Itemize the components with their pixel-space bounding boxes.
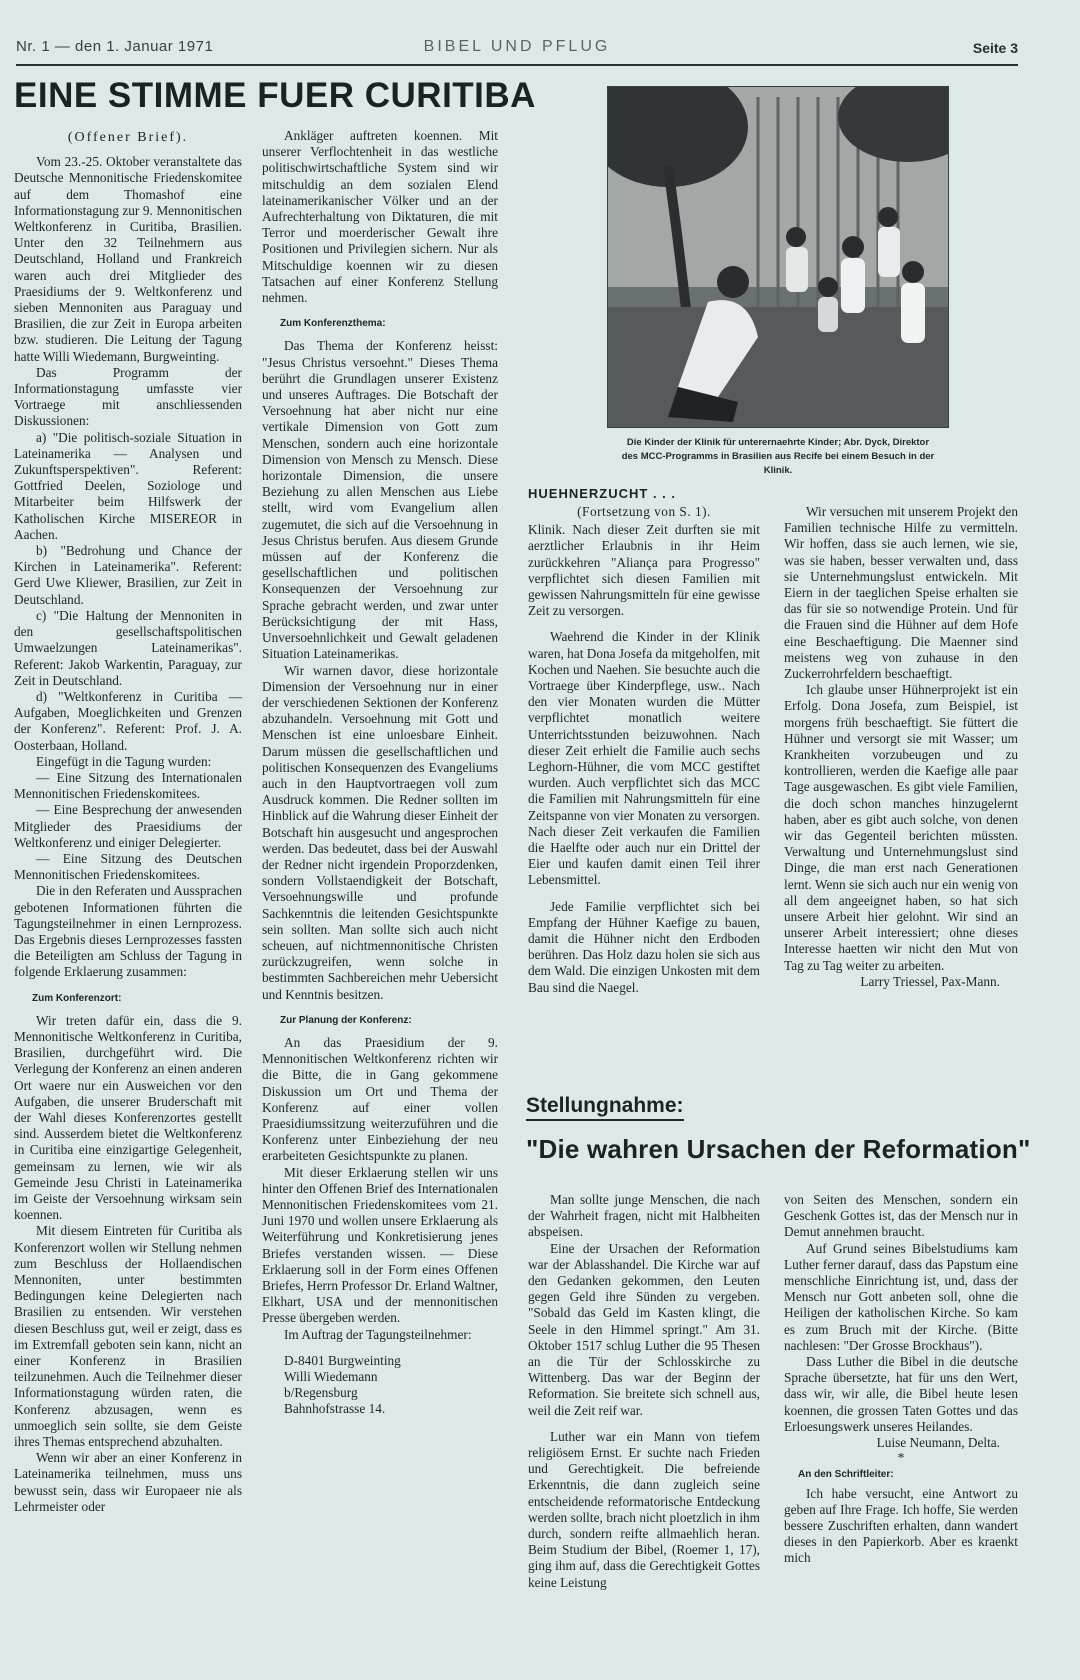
paragraph: von Seiten des Menschen, sondern ein Geschenk Gottes ist, das der Mensch nur in Demut annehmen braucht. xyxy=(784,1192,1018,1240)
paragraph: Wir versuchen mit unserem Projekt den Familien technische Hilfe zu vermitteln. Wir hoffen, dass sie auch lernen, wie sie, was sie haben, besser verwalten und, dass sie Unternehmungslust entwickeln. Mit Eiern in der taeglichen Speise erhalten sie das für sie so notwendige Protein. Und für die Frauen sind die Hühner auf dem Hofe eine Beschaeftigung. Die Maenner sind meistens weg von zuhause in den Zuckerrohrfeldern beschaeftigt. xyxy=(784,504,1018,682)
article-subtitle: (Offener Brief). xyxy=(67,130,189,145)
paragraph: Jede Familie verpflichtet sich bei Empfang der Hühner Kaefige zu bauen, damit die Hühner nicht den Erdboden berühren. Das Holz dazu holen sie sich aus dem Wald. Die einzigen Unkosten mit dem Bau sind die Naegel. xyxy=(528,898,760,995)
section-heading: Zum Konferenzthema: xyxy=(280,318,386,330)
paragraph: a) "Die politisch-soziale Situation in Lateinamerika — Analysen und Zukunftsperspektiven". Referent: Gottfried Deelen, Soziologe und Mitarbeiter beim Hilfswerk der Katholischen Kirche MISEREOR in Aachen. xyxy=(14,429,242,542)
paragraph: — Eine Besprechung der anwesenden Mitglieder des Praesidiums der Weltkonferenz und einiger Delegierter. xyxy=(14,802,242,850)
paragraph: Ich habe versucht, eine Antwort zu geben auf Ihre Frage. Ich hoffe, Sie werden bessere Zuschriften erhalten, dann wandert dieses in den Papierkorb. Aber es kraenkt mich xyxy=(784,1485,1018,1566)
continuation-note: (Fortsetzung von S. 1). xyxy=(577,504,711,519)
paragraph: — Eine Sitzung des Deutschen Mennonitischen Friedenskomitees. xyxy=(14,850,242,883)
reformation-column-1 xyxy=(528,1192,760,1591)
address-line: Willi Wiedemann xyxy=(284,1369,378,1385)
author-signature: Larry Triessel, Pax-Mann. xyxy=(860,973,1000,989)
paragraph: Wenn wir aber an einer Konferenz in Lateinamerika teilnehmen, muss uns bewusst sein, dass wir Europaeer nie als Lehrmeister oder xyxy=(14,1450,242,1514)
address-line: Bahnhofstrasse 14. xyxy=(284,1401,386,1417)
paragraph: Im Auftrag der Tagungsteilnehmer: xyxy=(284,1326,472,1342)
paragraph: Waehrend die Kinder in der Klinik waren, hat Dona Josefa da mitgeholfen, mit Kochen und Naehen. Sie besuchte auch die Vortraege über Kinderpflege, usw.. Nach den vier Monaten wurden die Mütter verpflichtet monatlich weitere Unterrichtsstunden beizuwohnen. Nach dieser Zeit erhielt die Familie auch sechs Leghorn-Hühner, die vom MCC gestiftet wurden. Auch verpflichtet sich das MCC die Familien mit Nahrungsmitteln für eine Zeitspanne von vier Monaten zu versorgen. Nach dieser Zeit verkaufen die Familien die Haelfte oder auch nur ein Drittel der Eier und kaufen damit einen Teil ihrer Lebensmittel. xyxy=(528,629,760,888)
article-column-1 xyxy=(14,128,242,1515)
paragraph: Ankläger auftreten koennen. Mit unserer Verflochtenheit in das westliche politischwirtschaftliche System sind wir mitschuldig an dem sozialen Elend lateinamerikanischer Völker und an der Aufrechterhaltung von Diktaturen, die mit Terror und moerderischer Gewalt ihre Positionen und Privilegien sichern. Nur als Mitschuldige koennen wir zu diesen Tatsachen auf einer Konferenz Stellung nehmen. xyxy=(262,128,498,306)
paragraph: Luther war ein Mann von tiefem religiösem Ernst. Er suchte nach Frieden und Gerechtigkeit. Die befreiende Erkenntnis, die dann zugleich seine entscheidende reformatorische Entdeckung werden sollte, brach nicht ploetzlich in ihm durch, sondern reifte allmaehlich heran. Beim Studium der Bibel, (Roemer 1, 17), ging ihm auf, dass die Gerechtigkeit Gottes keine Leistung xyxy=(528,1428,760,1590)
address-line: D-8401 Burgweinting xyxy=(284,1352,401,1368)
article-column-2 xyxy=(262,128,498,1418)
paragraph: b) "Bedrohung und Chance der Kirchen in Lateinamerika". Referent: Gerd Uwe Kliewer, Brasilien, zur Zeit in Deutschland. xyxy=(14,543,242,607)
stellungnahme-label: Stellungnahme: xyxy=(526,1094,684,1121)
huehnerzucht-column-2 xyxy=(784,504,1018,990)
paragraph: Wir treten dafür ein, dass die 9. Mennonitische Weltkonferenz in Curitiba, Brasilien, durchgeführt wird. Die Verlegung der Konferenz an einen anderen Ort waere nur ein Ausweichen vor den Aufgaben, die unserer Bruderschaft mit der Wahl dieses Konferenzortes gestellt sind. Ausserdem bietet die Weltkonferenz in Curitiba eine einzigartige Gelegenheit, gemeinsam zu lernen, wie wir als Gemeinde Jesu Christi in Lateinamerika im Geiste der Versoehnung wirksam sein koennen. xyxy=(14,1012,242,1223)
paragraph: Mit diesem Eintreten für Curitiba als Konferenzort wollen wir Stellung nehmen zum Beschluss der Hollaendischen Mennoniten, unter bestimmten Bedingungen keine Delegierten nach Brasilien zu entsenden. Wir verstehen diesen Beschluss gut, weil er zeigt, dass es im Extremfall geboten sein kann, nicht an einer Konferenz in Brasilien teilzunehmen. Auch die Teilnehmer dieser Informationstagung würden raten, die Konferenz abzusagen, wenn es unmoeglich sein sollte, sie dem Geiste ihres Themas entsprechend abzuhalten. xyxy=(14,1223,242,1450)
separator-star: * xyxy=(897,1451,905,1467)
paragraph: — Eine Sitzung des Internationalen Mennonitischen Friedenskomitees. xyxy=(14,769,242,802)
issue-date: Nr. 1 — den 1. Januar 1971 xyxy=(16,38,214,55)
page-header xyxy=(16,36,1018,66)
paragraph: d) "Weltkonferenz in Curitiba — Aufgaben, Moeglichkeiten und Grenzen der Konferenz". Referent: Prof. J. A. Oosterbaan, Holland. xyxy=(14,688,242,753)
paragraph: Vom 23.-25. Oktober veranstaltete das Deutsche Mennonitische Friedenskomitee auf dem Thomashof eine Informationstagung zur 9. Mennonitischen Weltkonferenz in Curitiba, Brasilien. Unter den 32 Teilnehmern aus Deutschland, Holland und Frankreich waren auch drei Mitglieder des Praesidiums der 9. Weltkonferenz und sieben Mennoniten aus Paraguay und Brasilien, die zur Zeit in Europa arbeiten bzw. studieren. Die Leitung der Tagung hatte Willi Wiedemann, Burgweinting. xyxy=(14,154,242,364)
paragraph: Das Programm der Informationstagung umfasste vier Vortraege mit anschliessenden Diskussionen: xyxy=(14,364,242,429)
article-title: EINE STIMME FUER CURITIBA xyxy=(14,76,536,115)
paragraph: Wir warnen davor, diese horizontale Dimension der Versoehnung nur in einer der verschiedenen Sektionen der Konferenz abzuhandeln. Versoehnung mit Gott und Menschen ist eine unloesbare Einheit. Darum müssen die gesellschaftlichen und politischen Konsequenzen des Evangeliums auch in den Hauptvortraegen voll zum Ausdruck kommen. Die Redner sollten im Hinblick auf die Wahrung dieser Einheit der Botschaft hin ausgesucht und angesprochen werden. Das bedeutet, dass bei der Auswahl der Redner nicht irgendein Proporzdenken, sondern Vollstaendigkeit der Botschaft, Versoehnungswille und profunde Sachkenntnis die leitenden Gesichtspunkte sein sollten. Man sollte sich auch nicht scheuen, auf nichtmennonitische Christen zurückzugreifen, wenn solche in bestimmten Sachbereichen mehr Uebersicht und Kenntnis besitzen. xyxy=(262,662,498,1002)
huehnerzucht-heading: HUEHNERZUCHT . . . xyxy=(528,486,676,501)
paragraph: Man sollte junge Menschen, die nach der Wahrheit fragen, nicht mit Halbheiten abspeisen. xyxy=(528,1192,760,1240)
paragraph: Klinik. Nach dieser Zeit durften sie mit aerztlicher Erlaubnis in ihr Heim zurückkehren "Aliança para Progresso" verpflichtet sich diesen Familien mit gewissen Nahrungsmitteln für eine gewisse Zeit zu versorgen. xyxy=(528,522,760,619)
masthead: BIBEL UND PFLUG xyxy=(423,38,611,55)
section-heading: Zur Planung der Konferenz: xyxy=(280,1014,412,1026)
paragraph: Mit dieser Erklaerung stellen wir uns hinter den Offenen Brief des Internationalen Mennonitischen Friedenskomitees vom 21. Juni 1970 und wollen unsere Erklaerung als Weiterführung und Konkretisierung jenes Briefes verstanden wissen. — Diese Erklaerung soll in der Form eines Offenen Briefes, Herrn Professor Dr. Erland Waltner, Elkhart, USA und der mennonitischen Presse übergeben werden. xyxy=(262,1164,498,1326)
photo-caption: Die Kinder der Klinik für unterernaehrte Kinder; Abr. Dyck, Direktor des MCC-Programms in Brasilien aus Recife bei einem Besuch in der Klinik. xyxy=(621,437,935,476)
paragraph: Eine der Ursachen der Reformation war der Ablasshandel. Die Kirche war auf den Gedanken gekommen, den Leuten gegen Geld ihre Sünden zu vergeben. "Sobald das Geld im Kasten klingt, die Seele in den Himmel springt." Am 31. Oktober 1517 schlug Luther die 95 Thesen an die Tür der Schlosskirche zu Wittenberg. Das war der Beginn der Reformation. Sie breitete sich schnell aus, weil die Zeit reif war. xyxy=(528,1240,760,1418)
huehnerzucht-column-1 xyxy=(528,504,760,996)
paragraph: Dass Luther die Bibel in die deutsche Sprache übersetzte, hat für uns den Wert, dass wir, wir alle, die Bibel heute lesen koennen, die grossen Taten Gottes und das Erloesungswerk unseres Heilandes. xyxy=(784,1354,1018,1434)
clinic-photo xyxy=(607,86,949,428)
section-heading: An den Schriftleiter: xyxy=(798,1469,894,1481)
author-signature: Luise Neumann, Delta. xyxy=(876,1435,1000,1451)
paragraph: Auf Grund seines Bibelstudiums kam Luther ferner darauf, dass das Papstum eine menschliche Einrichtung ist, und, dass der Mensch nur Gott anbeten soll, ohne die Heiligen der katholischen Kirche. So kam es zum Bruch mit der Kirche. (Bitte nachlesen: "Der Grosse Brockhaus"). xyxy=(784,1240,1018,1353)
paragraph: An das Praesidium der 9. Mennonitischen Weltkonferenz richten wir die Bitte, die in Gang gekommene Diskussion um Ort und Thema der Konferenz auf einer vollen Praesidiumssitzung weiterzuführen und die Konferenz unter Einbeziehung der neu erarbeiteten Gesichtspunkte zu planen. xyxy=(262,1034,498,1164)
reformation-headline: "Die wahren Ursachen der Reformation" xyxy=(526,1134,1031,1164)
paragraph: Eingefügt in die Tagung wurden: xyxy=(36,753,212,769)
paragraph: Das Thema der Konferenz heisst: "Jesus Christus versoehnt." Dieses Thema berührt die Grundlagen unserer Existenz und unseres Auftrages. Die Botschaft der Versoehnung hat aber nicht nur eine vertikale Dimension von Gott zum Menschen, sondern auch eine horizontale Dimension von Mensch zu Mensch. Diese horizontale Dimension, die unsere Beziehung zu allen Menschen aus Liebe stellt, wird vom Evangelium allen zugemutet, die sich auf die Versoehnung in Jesus Christus berufen. Aus diesem Grunde müssen auf der Konferenz die gesellschaftlichen und politischen Konsequenzen der Versoehnung zur Sprache gebracht werden, und zwar unter Berücksichtigung der mit Hass, Unversoehnlichkeit und Gewalt geladenen Situation Lateinamerikas. xyxy=(262,338,498,662)
clinic-photo-illustration xyxy=(608,87,948,427)
reformation-column-2 xyxy=(784,1192,1018,1567)
paragraph: Ich glaube unser Hühnerprojekt ist ein Erfolg. Dona Josefa, zum Beispiel, ist morgens früh beschaeftigt. Sie füttert die Hühner und versorgt sie mit Wasser; um Krankheiten vorzubeugen und zu kontrollieren, werden die Kaefige alle paar Tage ausgewaschen. Es gibt viele Familien, die doch schon manches hinzugelernt haben, aber es gibt auch solche, von denen wir das Gegenteil berichten müssten. Verwaltung und Unternehmungslust sind Dinge, die man erst nach Generationen lernt. Wenn sie sich auch nur ein wenig von all dem angeeignet haben, so hat sich unsere Arbeit hier gelohnt. Wir sind an unserer Arbeit interessiert; ohne dieses Interesse haetten wir nicht den Mut von Tag zu Tag weiter zu arbeiten. xyxy=(784,682,1018,973)
page-number: Seite 3 xyxy=(972,40,1018,56)
paragraph: Die in den Referaten und Aussprachen gebotenen Informationen führten die Tagungsteilnehmer in einen Lernprozess. Das Ergebnis dieses Lernprozesses fassten die Beteiligten am Schluss der Tagung in folgende Erklaerung zusammen: xyxy=(14,883,242,980)
paragraph: c) "Die Haltung der Mennoniten in den gesellschaftspolitischen Umwaelzungen Lateinamerikas". Referent: Jakob Warkentin, Paraguay, zur Zeit in Deutschland. xyxy=(14,607,242,688)
section-heading: Zum Konferenzort: xyxy=(32,992,122,1004)
address-line: b/Regensburg xyxy=(284,1385,358,1401)
